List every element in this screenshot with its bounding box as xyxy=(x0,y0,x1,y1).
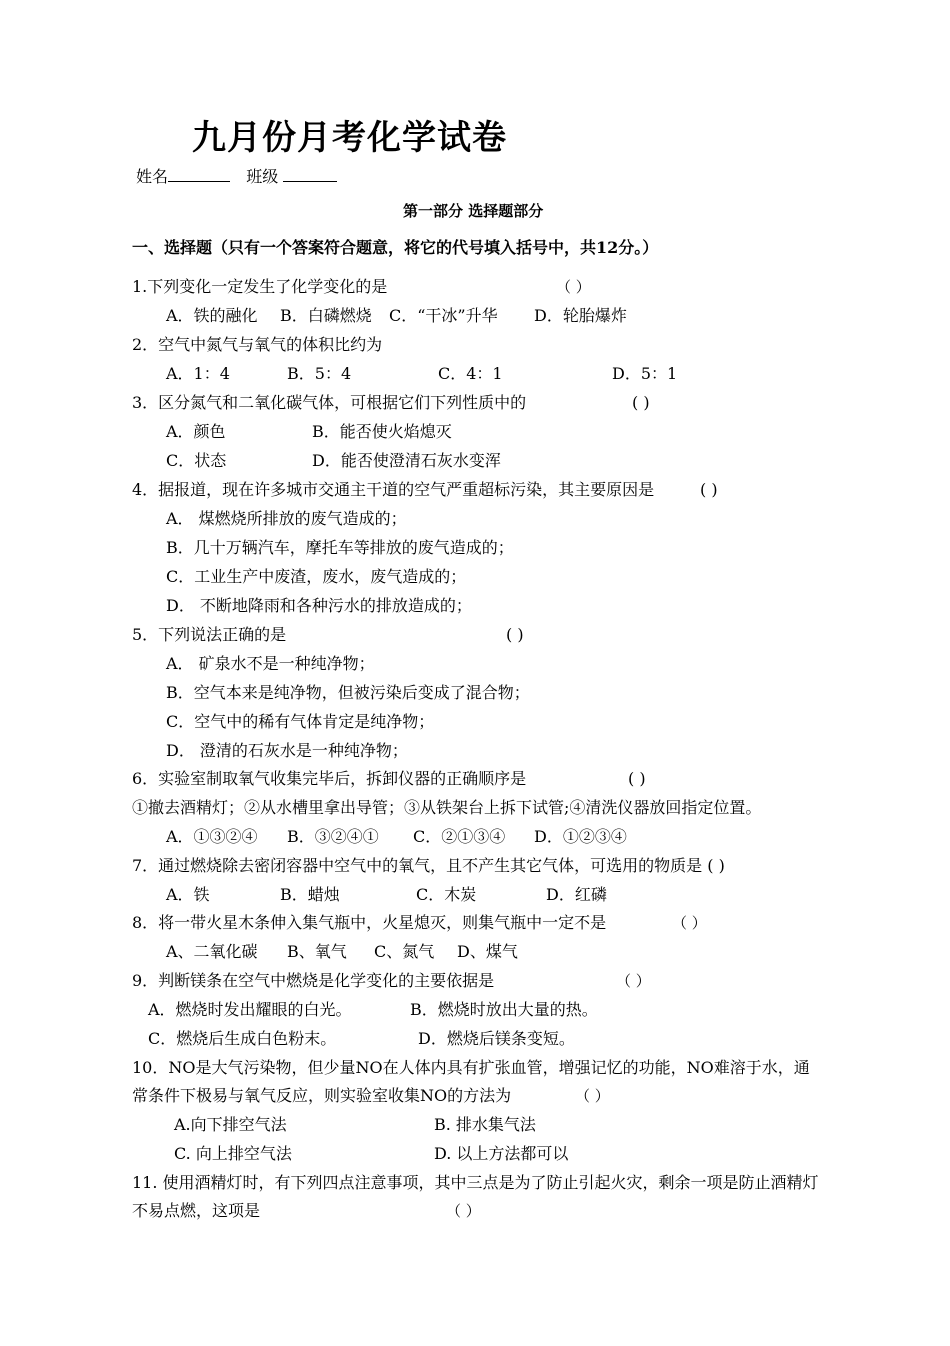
q5-option-a: A． 矿泉水不是一种纯净物； xyxy=(166,654,375,673)
q5-answer-paren[interactable]: ( ) xyxy=(506,625,524,644)
q2-stem: 2．空气中氮气与氧气的体积比约为 xyxy=(132,335,383,354)
instruction-heading: 一、选择题（只有一个答案符合题意，将它的代号填入括号中，共12分。） xyxy=(132,238,659,257)
q10-answer-paren[interactable]: （ ） xyxy=(575,1087,610,1105)
q2-option-a: A．1：4 xyxy=(166,364,230,383)
q2-option-b: B．5：4 xyxy=(287,364,352,383)
q3-option-a: A．颜色 xyxy=(166,422,226,441)
q4-option-d: D． 不断地降雨和各种污水的排放造成的； xyxy=(166,596,472,615)
q8-option-a: A、二氧化碳 xyxy=(166,942,258,961)
q2-option-c: C．4：1 xyxy=(438,364,503,383)
q10-stem-line2: 常条件下极易与氧气反应，则实验室收集NO的方法为 xyxy=(132,1086,512,1105)
q9-option-a: A．燃烧时发出耀眼的白光。 xyxy=(148,1000,352,1019)
section-heading: 第一部分 选择题部分 xyxy=(403,202,544,220)
q9-option-b: B．燃烧时放出大量的热。 xyxy=(410,1000,598,1019)
q11-answer-paren[interactable]: （ ） xyxy=(446,1202,481,1220)
q4-option-b: B．几十万辆汽车，摩托车等排放的废气造成的； xyxy=(166,538,514,557)
q1-answer-paren[interactable]: （ ） xyxy=(556,278,591,296)
q8-option-c: C、氮气 xyxy=(374,942,435,961)
q8-option-d: D、煤气 xyxy=(457,942,518,961)
q4-option-c: C．工业生产中废渣，废水，废气造成的； xyxy=(166,567,467,586)
q3-option-d: D．能否使澄清石灰水变浑 xyxy=(312,451,501,470)
q7-option-d: D．红磷 xyxy=(546,885,607,904)
class-label: 班级 xyxy=(246,167,279,186)
q10-option-c: C. 向上排空气法 xyxy=(174,1144,292,1163)
q9-stem: 9．判断镁条在空气中燃烧是化学变化的主要依据是 xyxy=(132,971,495,990)
q10-stem-line1: 10．NO是大气污染物，但少量NO在人体内具有扩张血管，增强记忆的功能，NO难溶于水，通 xyxy=(132,1058,810,1077)
q6-option-c: C．②①③④ xyxy=(413,827,506,846)
q4-answer-paren[interactable]: ( ) xyxy=(700,480,718,499)
q9-answer-paren[interactable]: （ ） xyxy=(616,972,651,990)
q3-stem: 3．区分氮气和二氧化碳气体，可根据它们下列性质中的 xyxy=(132,393,527,412)
q8-answer-paren[interactable]: （ ） xyxy=(672,914,707,932)
q5-option-c: C．空气中的稀有气体肯定是纯净物； xyxy=(166,712,435,731)
q5-option-b: B．空气本来是纯净物，但被污染后变成了混合物； xyxy=(166,683,530,702)
q9-option-c: C．燃烧后生成白色粉末。 xyxy=(148,1029,337,1048)
q6-option-a: A．①③②④ xyxy=(166,827,258,846)
q7-option-c: C．木炭 xyxy=(416,885,477,904)
q6-steps: ①撤去酒精灯；②从水槽里拿出导管；③从铁架台上拆下试管;④清洗仪器放回指定位置。 xyxy=(132,798,762,817)
q6-stem: 6．实验室制取氧气收集完毕后，拆卸仪器的正确顺序是 xyxy=(132,769,527,788)
q6-answer-paren[interactable]: ( ) xyxy=(628,769,646,788)
q6-option-b: B．③②④① xyxy=(287,827,379,846)
q11-stem-line1: 11. 使用酒精灯时，有下列四点注意事项，其中三点是为了防止引起火灾，剩余一项是防止酒精灯 xyxy=(132,1173,819,1192)
q3-option-c: C．状态 xyxy=(166,451,227,470)
q4-stem: 4．据报道，现在许多城市交通主干道的空气严重超标污染，其主要原因是 xyxy=(132,480,655,499)
q4-option-a: A． 煤燃烧所排放的废气造成的； xyxy=(166,509,407,528)
class-blank[interactable] xyxy=(283,165,337,182)
name-label: 姓名 xyxy=(136,167,169,186)
q1-stem: 1.下列变化一定发生了化学变化的是 xyxy=(132,277,388,296)
q3-answer-paren[interactable]: ( ) xyxy=(632,393,650,412)
q5-option-d: D． 澄清的石灰水是一种纯净物； xyxy=(166,741,408,760)
q1-option-d: D．轮胎爆炸 xyxy=(534,306,627,325)
q5-stem: 5．下列说法正确的是 xyxy=(132,625,287,644)
q11-stem-line2: 不易点燃，这项是 xyxy=(132,1201,261,1220)
q10-option-b: B. 排水集气法 xyxy=(434,1115,536,1134)
q1-option-c: C．“干冰”升华 xyxy=(389,306,498,325)
q8-option-b: B、氧气 xyxy=(287,942,347,961)
q7-option-b: B．蜡烛 xyxy=(280,885,340,904)
q1-option-a: A．铁的融化 xyxy=(166,306,258,325)
q2-option-d: D．5：1 xyxy=(612,364,678,383)
q10-option-d: D. 以上方法都可以 xyxy=(434,1144,569,1163)
q9-option-d: D．燃烧后镁条变短。 xyxy=(418,1029,575,1048)
q7-stem: 7．通过燃烧除去密闭容器中空气中的氧气，且不产生其它气体，可选用的物质是 ( ) xyxy=(132,856,725,875)
q7-option-a: A．铁 xyxy=(166,885,210,904)
q6-option-d: D．①②③④ xyxy=(534,827,627,846)
q3-option-b: B．能否使火焰熄灭 xyxy=(312,422,452,441)
q8-stem: 8．将一带火星木条伸入集气瓶中，火星熄灭，则集气瓶中一定不是 xyxy=(132,913,607,932)
page-title: 九月份月考化学试卷 xyxy=(192,118,507,158)
student-info-line xyxy=(136,165,337,187)
q1-option-b: B．白磷燃烧 xyxy=(280,306,372,325)
q10-option-a: A.向下排空气法 xyxy=(174,1115,287,1134)
name-blank[interactable] xyxy=(168,165,230,182)
